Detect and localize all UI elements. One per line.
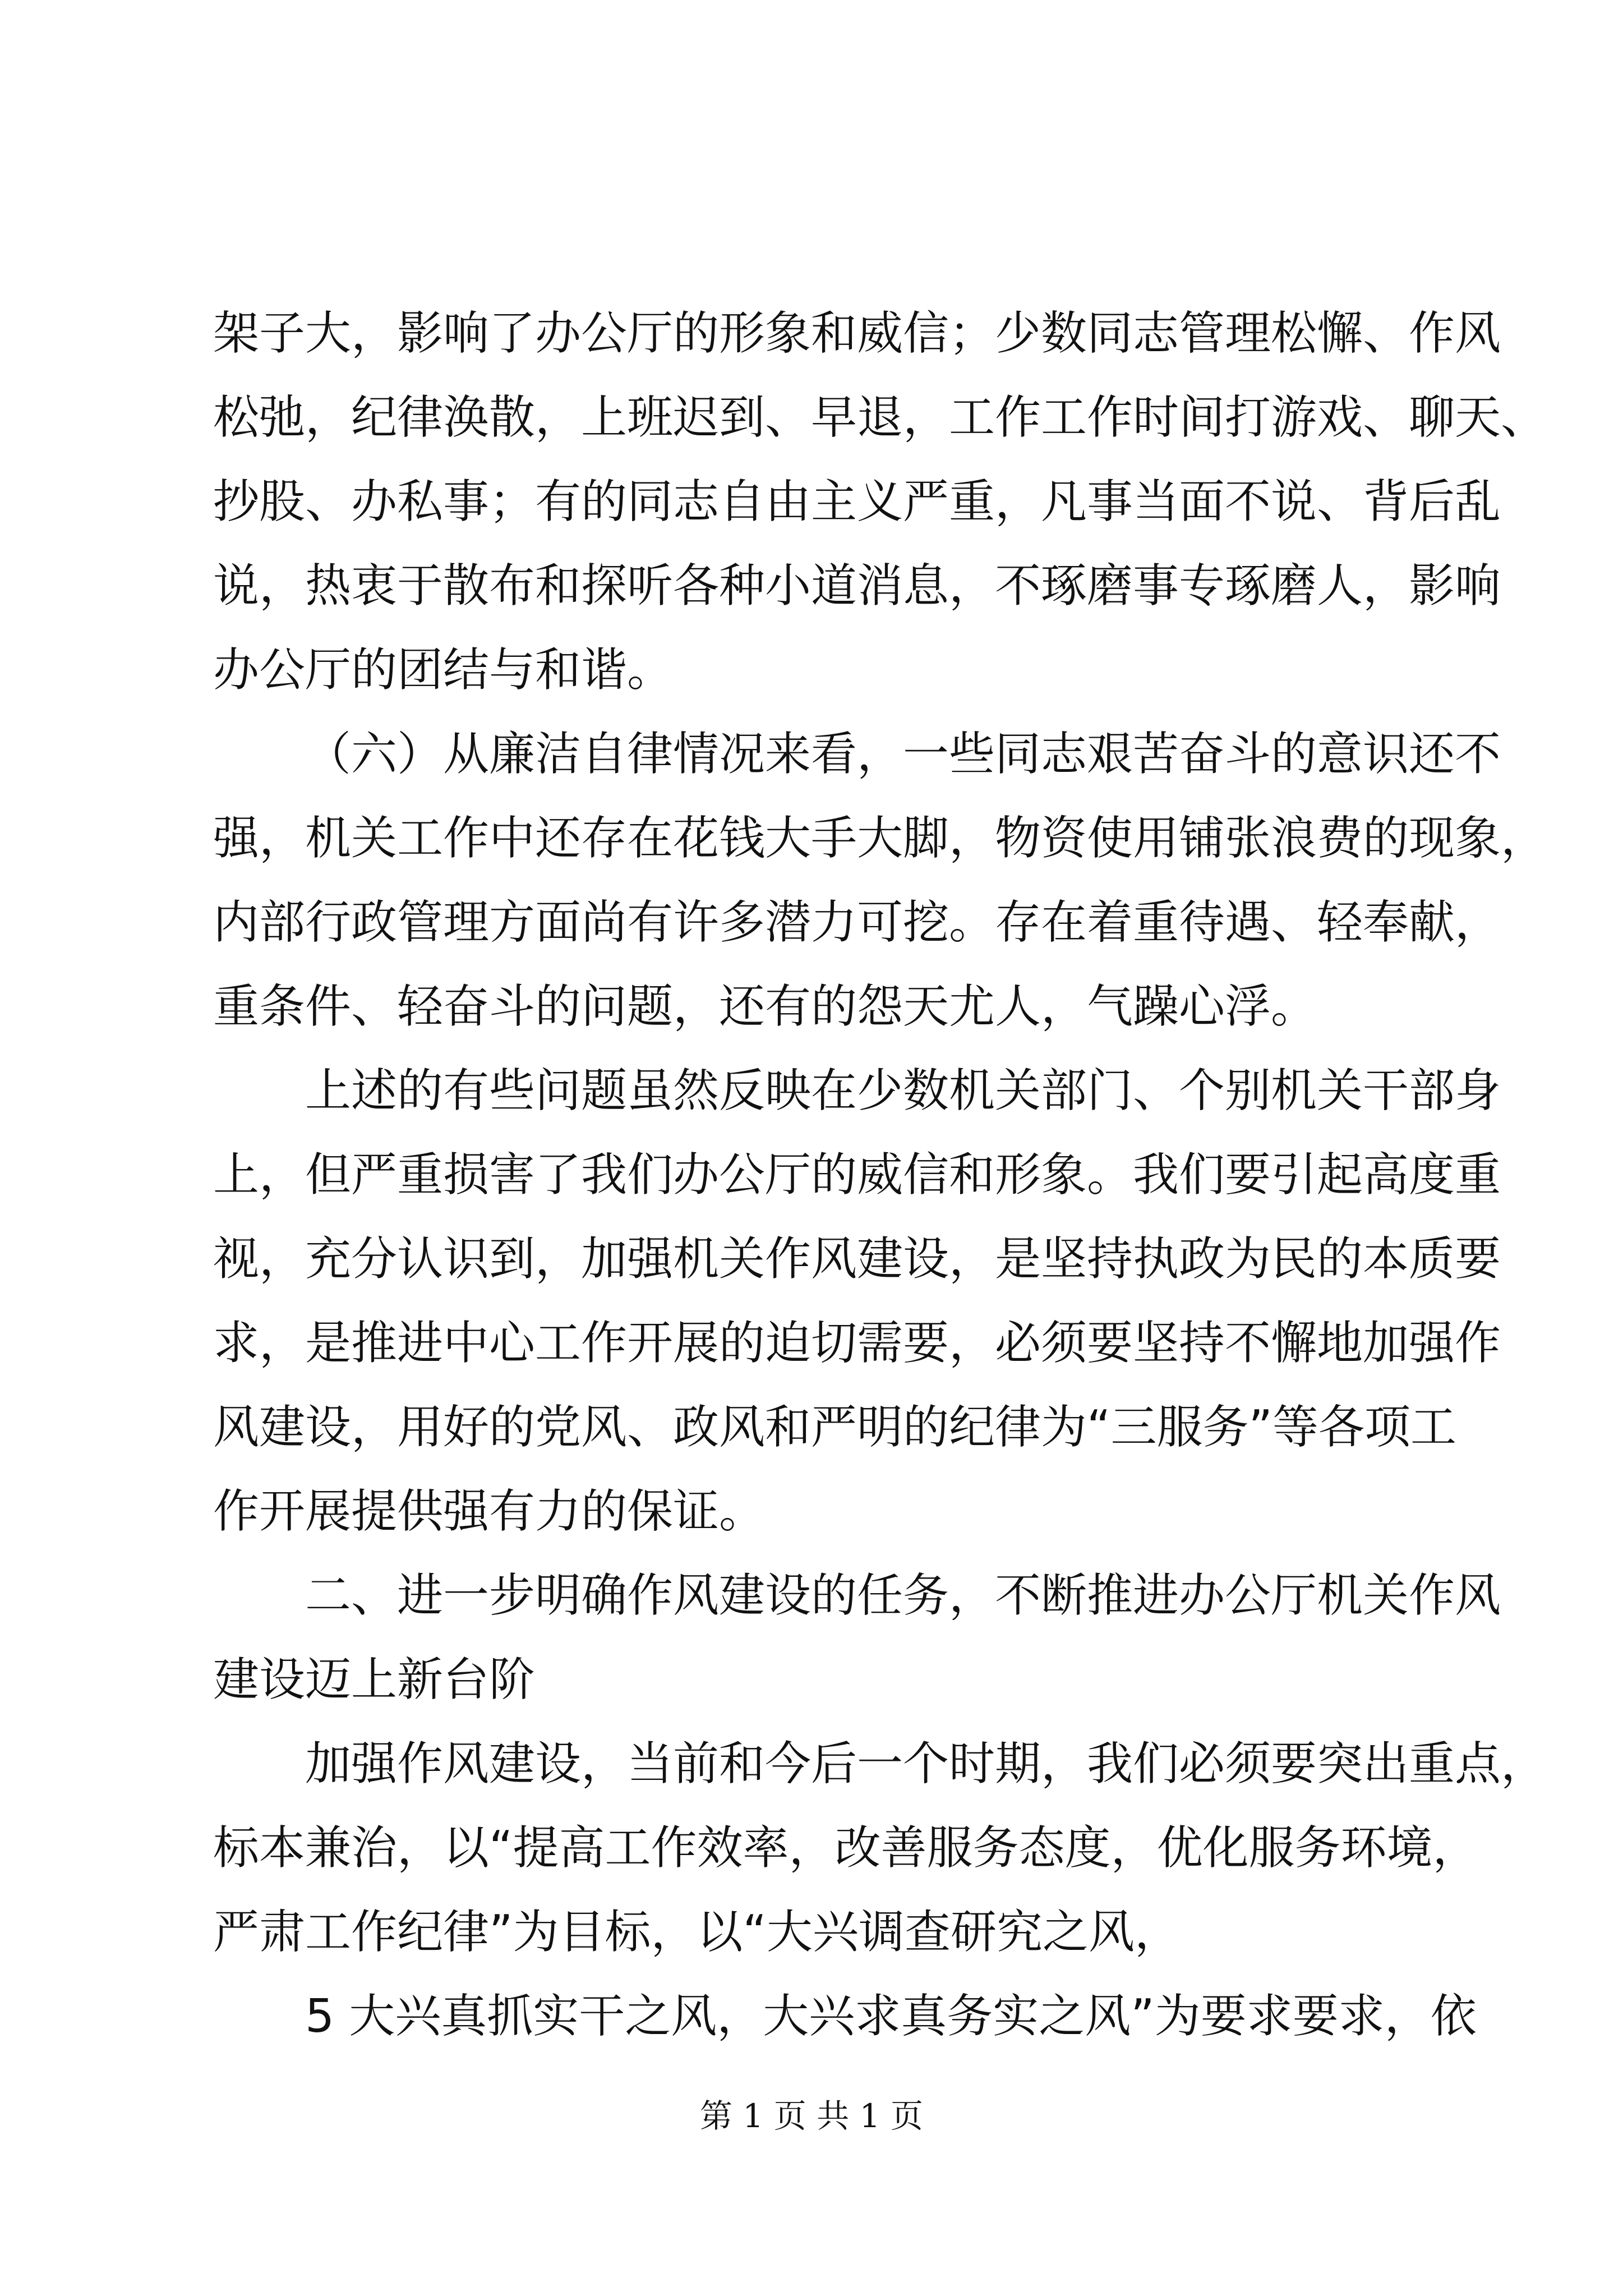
text-line: 重条件、轻奋斗的问题，还有的怨天尤人，气躁心浮。 <box>213 980 1317 1033</box>
section-heading-line: 建设迈上新台阶 <box>213 1653 536 1706</box>
text-line: （六）从廉洁自律情况来看，一些同志艰苦奋斗的意识还不 <box>305 728 1501 781</box>
text-line: 上述的有些问题虽然反映在少数机关部门、个别机关干部身 <box>305 1064 1501 1117</box>
text-line: 求，是推进中心工作开展的迫切需要，必须要坚持不懈地加强作 <box>213 1317 1501 1370</box>
text-line: 视，充分认识到，加强机关作风建设，是坚持执政为民的本质要 <box>213 1232 1501 1286</box>
text-line: 内部行政管理方面尚有许多潜力可挖。存在着重待遇、轻奉献， <box>213 896 1501 949</box>
section-heading-line: 二、进一步明确作风建设的任务，不断推进办公厅机关作风 <box>305 1569 1501 1622</box>
text-line: 办公厅的团结与和谐。 <box>213 643 674 697</box>
text-line: 说，热衷于散布和探听各种小道消息，不琢磨事专琢磨人，影响 <box>213 559 1501 613</box>
text-line: 风建设，用好的党风、政风和严明的纪律为“三服务”等各项工 <box>213 1401 1456 1454</box>
text-line: 抄股、办私事；有的同志自由主义严重，凡事当面不说、背后乱 <box>213 475 1501 528</box>
text-line: 强，机关工作中还存在花钱大手大脚，物资使用铺张浪费的现象， <box>213 812 1547 865</box>
text-line: 松弛，纪律涣散，上班迟到、早退，工作工作时间打游戏、聊天、 <box>213 391 1547 444</box>
text-line: 作开展提供强有力的保证。 <box>213 1485 766 1538</box>
text-line: 架子大，影响了办公厅的形象和威信；少数同志管理松懈、作风 <box>213 307 1501 360</box>
document-body <box>213 292 1547 2059</box>
text-line: 加强作风建设，当前和今后一个时期，我们必须要突出重点， <box>305 1737 1547 1791</box>
text-line: 上，但严重损害了我们办公厅的威信和形象。我们要引起高度重 <box>213 1148 1501 1202</box>
text-line: 标本兼治，以“提高工作效率，改善服务态度，优化服务环境， <box>213 1821 1479 1875</box>
text-line: 5 大兴真抓实干之风，大兴求真务实之风”为要求要求，依 <box>305 1990 1477 2043</box>
page-number-footer: 第 1 页 共 1 页 <box>700 2097 923 2135</box>
text-line: 严肃工作纪律”为目标，以“大兴调查研究之风， <box>213 1906 1181 1959</box>
